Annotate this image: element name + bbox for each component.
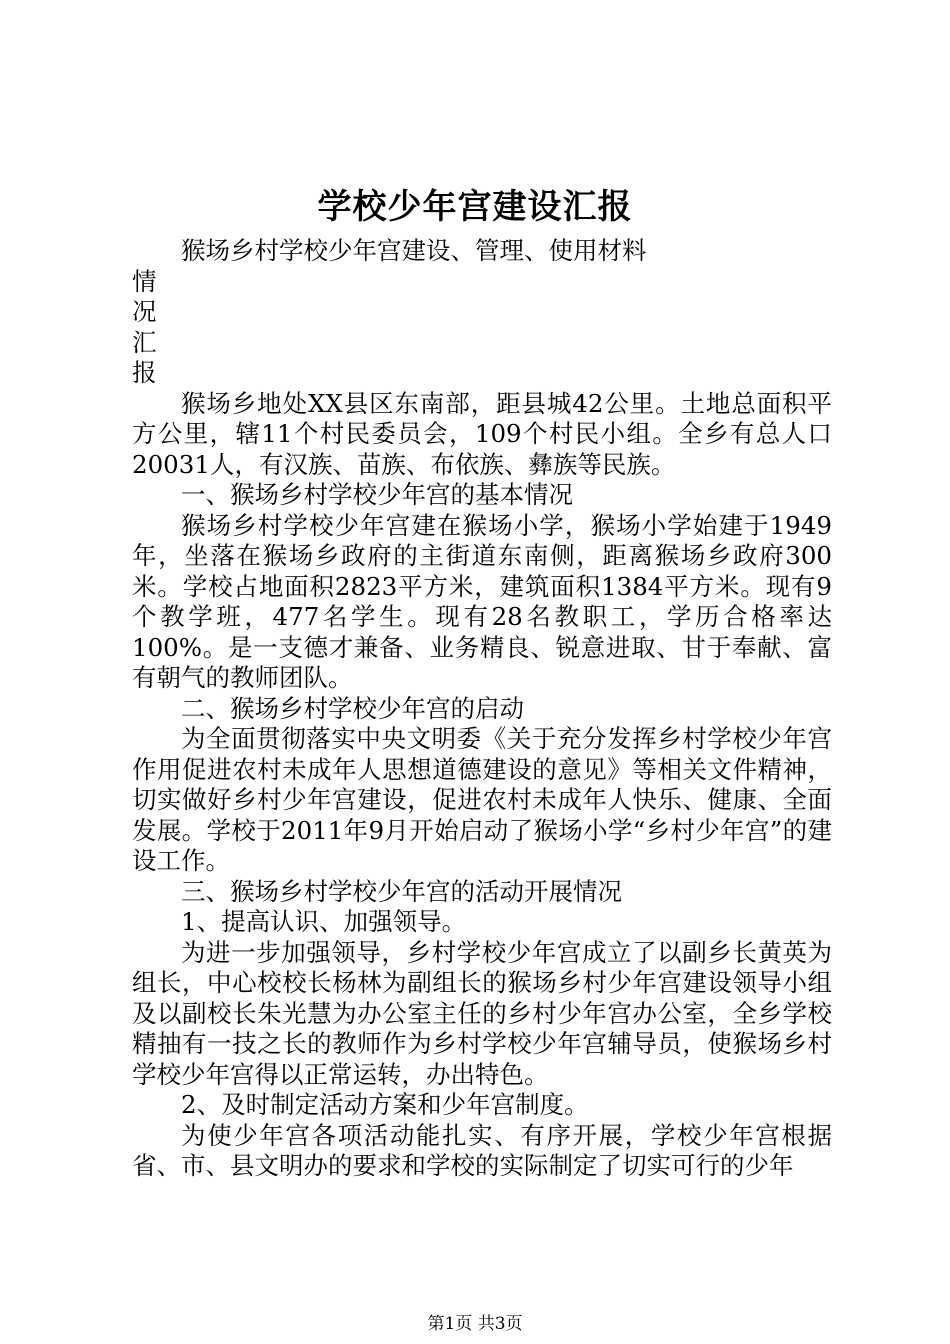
subtitle-char: 情 <box>132 266 157 296</box>
paragraph-leadership: 为进一步加强领导，乡村学校少年宫成立了以副乡长黄英为组长，中心校校长杨林为副组长的猴场乡村少年宫建设领导小组及以副校长朱光慧为办公室主任的乡村少年宫办公室，全乡学校精抽有一技之长的教师作为乡村学校少年宫辅导员，使猴场乡村学校少年宫得以正常运转，办出特色。 <box>132 937 832 1089</box>
document-body <box>132 236 832 1182</box>
subtitle-char: 况 <box>132 297 157 326</box>
subsection-heading-2: 2、及时制定活动方案和少年宫制度。 <box>181 1090 589 1119</box>
section-heading-3: 三、猴场乡村学校少年宫的活动开展情况 <box>181 876 622 906</box>
paragraph-intro: 猴场乡地处XX县区东南部，距县城42公里。土地总面积平方公里，辖11个村民委员会，109个村民小组。全乡有总人口20031人，有汉族、苗族、布依族、彝族等民族。 <box>132 388 832 479</box>
document-title: 学校少年宫建设汇报 <box>317 187 633 227</box>
section-heading-1: 一、猴场乡村学校少年宫的基本情况 <box>181 480 573 509</box>
section-heading-2: 二、猴场乡村学校少年宫的启动 <box>181 693 524 723</box>
subsection-heading-1: 1、提高认识、加强领导。 <box>181 907 467 936</box>
paragraph-basic-info: 猴场乡村学校少年宫建在猴场小学，猴场小学始建于1949年，坐落在猴场乡政府的主街道东南侧，距离猴场乡政府300米。学校占地面积2823平方米，建筑面积1384平方米。现有9个教学班，477名学生。现有28名教职工，学历合格率达100%。是一支德才兼备、业务精良、锐意进取、甘于奉献、富有朝气的教师团队。 <box>132 510 832 692</box>
paragraph-plan: 为使少年宫各项活动能扎实、有序开展，学校少年宫根据省、市、县文明办的要求和学校的实际制定了切实可行的少年 <box>132 1120 832 1180</box>
document-subtitle: 猴场乡村学校少年宫建设、管理、使用材料 <box>181 236 647 265</box>
page-footer: 第1页 共3页 <box>427 1314 523 1334</box>
subtitle-char: 汇 <box>132 327 157 357</box>
paragraph-launch: 为全面贯彻落实中央文明委《关于充分发挥乡村学校少年宫作用促进农村未成年人思想道德建设的意见》等相关文件精神，切实做好乡村少年宫建设，促进农村未成年人快乐、健康、全面发展。学校于2011年9月开始启动了猴场小学“乡村少年宫”的建设工作。 <box>132 724 832 875</box>
subtitle-char: 报 <box>132 358 157 387</box>
